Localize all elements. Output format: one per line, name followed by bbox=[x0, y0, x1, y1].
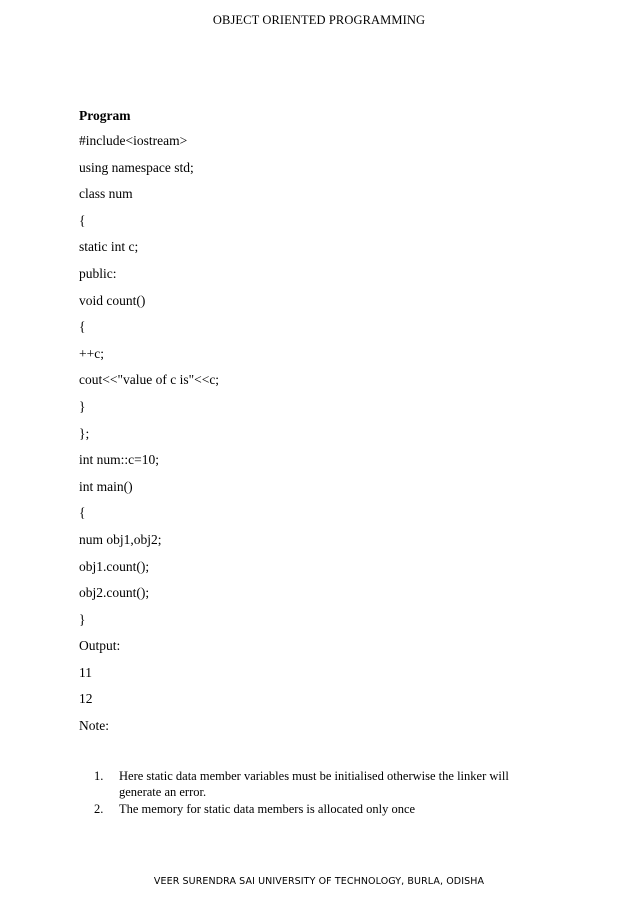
page-footer: VEER SURENDRA SAI UNIVERSITY OF TECHNOLOGY, BURLA, ODISHA bbox=[153, 876, 485, 887]
code-line: num obj1,obj2; bbox=[79, 531, 162, 547]
program-listing bbox=[79, 128, 559, 740]
document-body bbox=[79, 103, 559, 740]
code-line: } bbox=[79, 398, 86, 414]
code-line: cout<<"value of c is"<<c; bbox=[79, 372, 220, 388]
code-line: int num::c=10; bbox=[79, 452, 159, 468]
code-line: public: bbox=[79, 265, 117, 281]
code-line: int main() bbox=[79, 478, 133, 494]
code-line: } bbox=[79, 611, 86, 627]
code-line: }; bbox=[79, 425, 90, 441]
note-text: Here static data member variables must be initialised otherwise the linker will generate an error. bbox=[119, 769, 509, 799]
code-line: void count() bbox=[79, 292, 146, 308]
code-line: { bbox=[79, 212, 86, 228]
code-line: class num bbox=[79, 186, 133, 202]
code-line: obj1.count(); bbox=[79, 558, 150, 574]
note-item bbox=[94, 801, 554, 817]
output-value: 12 bbox=[79, 691, 93, 707]
code-line: { bbox=[79, 505, 86, 521]
code-line: { bbox=[79, 319, 86, 335]
program-heading: Program bbox=[79, 108, 131, 123]
code-line: static int c; bbox=[79, 239, 139, 255]
code-line: using namespace std; bbox=[79, 159, 194, 175]
note-item bbox=[94, 768, 554, 800]
note-text: The memory for static data members is allocated only once bbox=[119, 802, 416, 816]
page-header: OBJECT ORIENTED PROGRAMMING bbox=[212, 13, 426, 27]
notes-list bbox=[94, 768, 554, 818]
note-number: 1. bbox=[94, 769, 104, 783]
code-line: ++c; bbox=[79, 345, 104, 361]
output-value: 11 bbox=[79, 664, 92, 680]
code-line: #include<iostream> bbox=[79, 133, 188, 148]
note-label: Note: bbox=[79, 718, 109, 734]
code-line: obj2.count(); bbox=[79, 585, 150, 601]
note-number: 2. bbox=[94, 802, 104, 816]
output-label: Output: bbox=[79, 638, 121, 654]
